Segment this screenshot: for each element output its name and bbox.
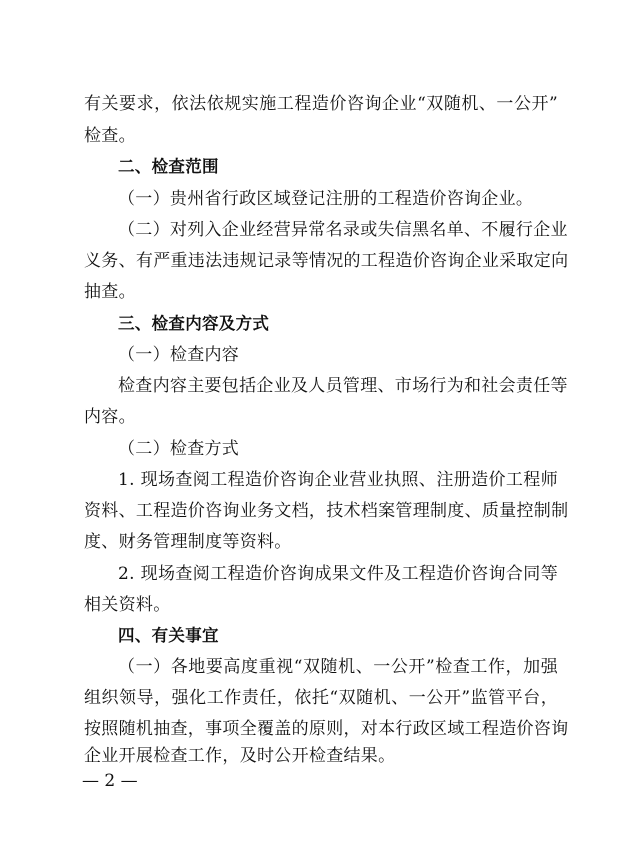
section-heading: 三、检查内容及方式 bbox=[118, 314, 270, 333]
page-number: — 2 — bbox=[82, 771, 138, 791]
paragraph-line: 有关要求，依法依规实施工程造价咨询企业“双随机、一公开” bbox=[84, 94, 558, 114]
paragraph-line: 义务、有严重违法违规记录等情况的工程造价咨询企业采取定向 bbox=[84, 251, 569, 271]
section-heading: 二、检查范围 bbox=[118, 157, 219, 176]
paragraph-line: 组织领导，强化工作责任，依托“双随机、一公开”监管平台， bbox=[84, 688, 558, 708]
paragraph-line: 检查。 bbox=[84, 126, 136, 146]
paragraph-line: 内容。 bbox=[84, 407, 136, 427]
subsection-heading: （二）检查方式 bbox=[118, 439, 240, 459]
paragraph-line: （一）贵州省行政区域登记注册的工程造价咨询企业。 bbox=[118, 189, 534, 209]
paragraph-line: 抽查。 bbox=[84, 282, 136, 302]
paragraph-line: 2. 现场查阅工程造价咨询成果文件及工程造价咨询合同等 bbox=[118, 564, 558, 584]
paragraph-line: （一）各地要高度重视“双随机、一公开”检查工作，加强 bbox=[118, 657, 558, 677]
subsection-heading: （一）检查内容 bbox=[118, 345, 240, 365]
paragraph-line: 资料、工程造价咨询业务文档，技术档案管理制度、质量控制制 bbox=[84, 501, 569, 521]
paragraph-line: 企业开展检查工作，及时公开检查结果。 bbox=[84, 746, 396, 766]
paragraph-line: 1. 现场查阅工程造价咨询企业营业执照、注册造价工程师 bbox=[118, 470, 558, 490]
paragraph-line: （二）对列入企业经营异常名录或失信黑名单、不履行企业 bbox=[118, 220, 568, 240]
section-heading: 四、有关事宜 bbox=[118, 626, 219, 645]
paragraph-line: 相关资料。 bbox=[84, 595, 171, 615]
paragraph-line: 检查内容主要包括企业及人员管理、市场行为和社会责任等 bbox=[118, 376, 568, 396]
paragraph-line: 度、财务管理制度等资料。 bbox=[84, 532, 292, 552]
paragraph-line: 按照随机抽查，事项全覆盖的原则，对本行政区域工程造价咨询 bbox=[84, 719, 569, 739]
